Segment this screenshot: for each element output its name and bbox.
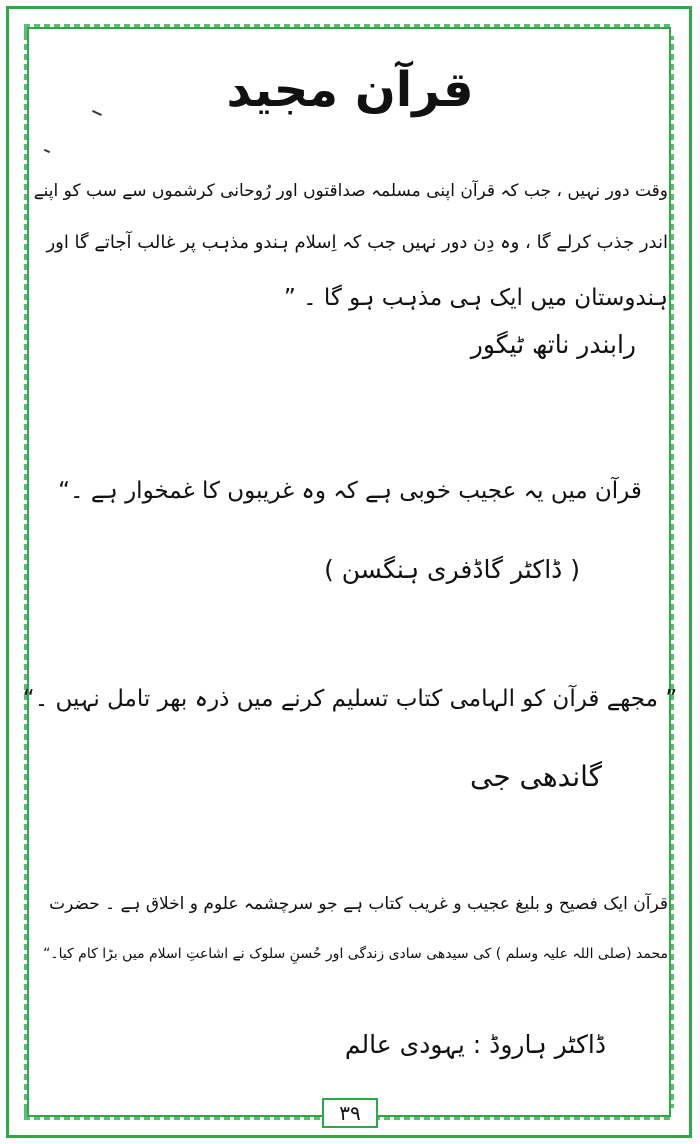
higgins-quote: قرآن میں یہ عجیب خوبی ہے کہ وہ غریبوں کا غمخوار ہے ۔“ — [58, 478, 642, 504]
harold-attribution: ڈاکٹر ہاروڈ : یہودی عالم — [344, 1030, 606, 1059]
harold-quote-line: محمد (صلی اللہ علیہ وسلم ) کی سیدھی سادی زندگی اور حُسنِ سلوک نے اشاعتِ اسلام میں بڑا کام کیا۔“ — [43, 946, 668, 962]
tagore-quote-line: ہندوستان میں ایک ہی مذہب ہو گا ۔ ” — [283, 285, 668, 311]
page-number: ۳۹ — [322, 1098, 378, 1128]
gandhi-quote: ” مجھے قرآن کو الہامی کتاب تسلیم کرنے میں ذرہ بھر تامل نہیں ۔“ — [22, 686, 678, 712]
tagore-attribution: رابندر ناتھ ٹیگور — [470, 330, 636, 359]
harold-quote-line: قرآن ایک فصیح و بلیغ عجیب و غریب کتاب ہے جو سرچشمہ علوم و اخلاق ہے ۔ حضرت — [49, 894, 668, 914]
tagore-quote-line: اندر جذب کرلے گا ، وہ دِن دور نہیں جب کہ اِسلام ہندو مذہب پر غالب آجاتے گا اور — [46, 232, 668, 253]
page-title: قرآن مجید — [226, 62, 474, 118]
higgins-attribution: ( ڈاکٹر گاڈفری ہنگسن ) — [324, 555, 580, 584]
tagore-quote-line: وقت دور نہیں ، جب کہ قرآن اپنی مسلمہ صداقتوں اور رُوحانی کرشموں سے سب کو اپنے — [33, 181, 668, 201]
gandhi-attribution: گاندھی جی — [469, 760, 602, 793]
